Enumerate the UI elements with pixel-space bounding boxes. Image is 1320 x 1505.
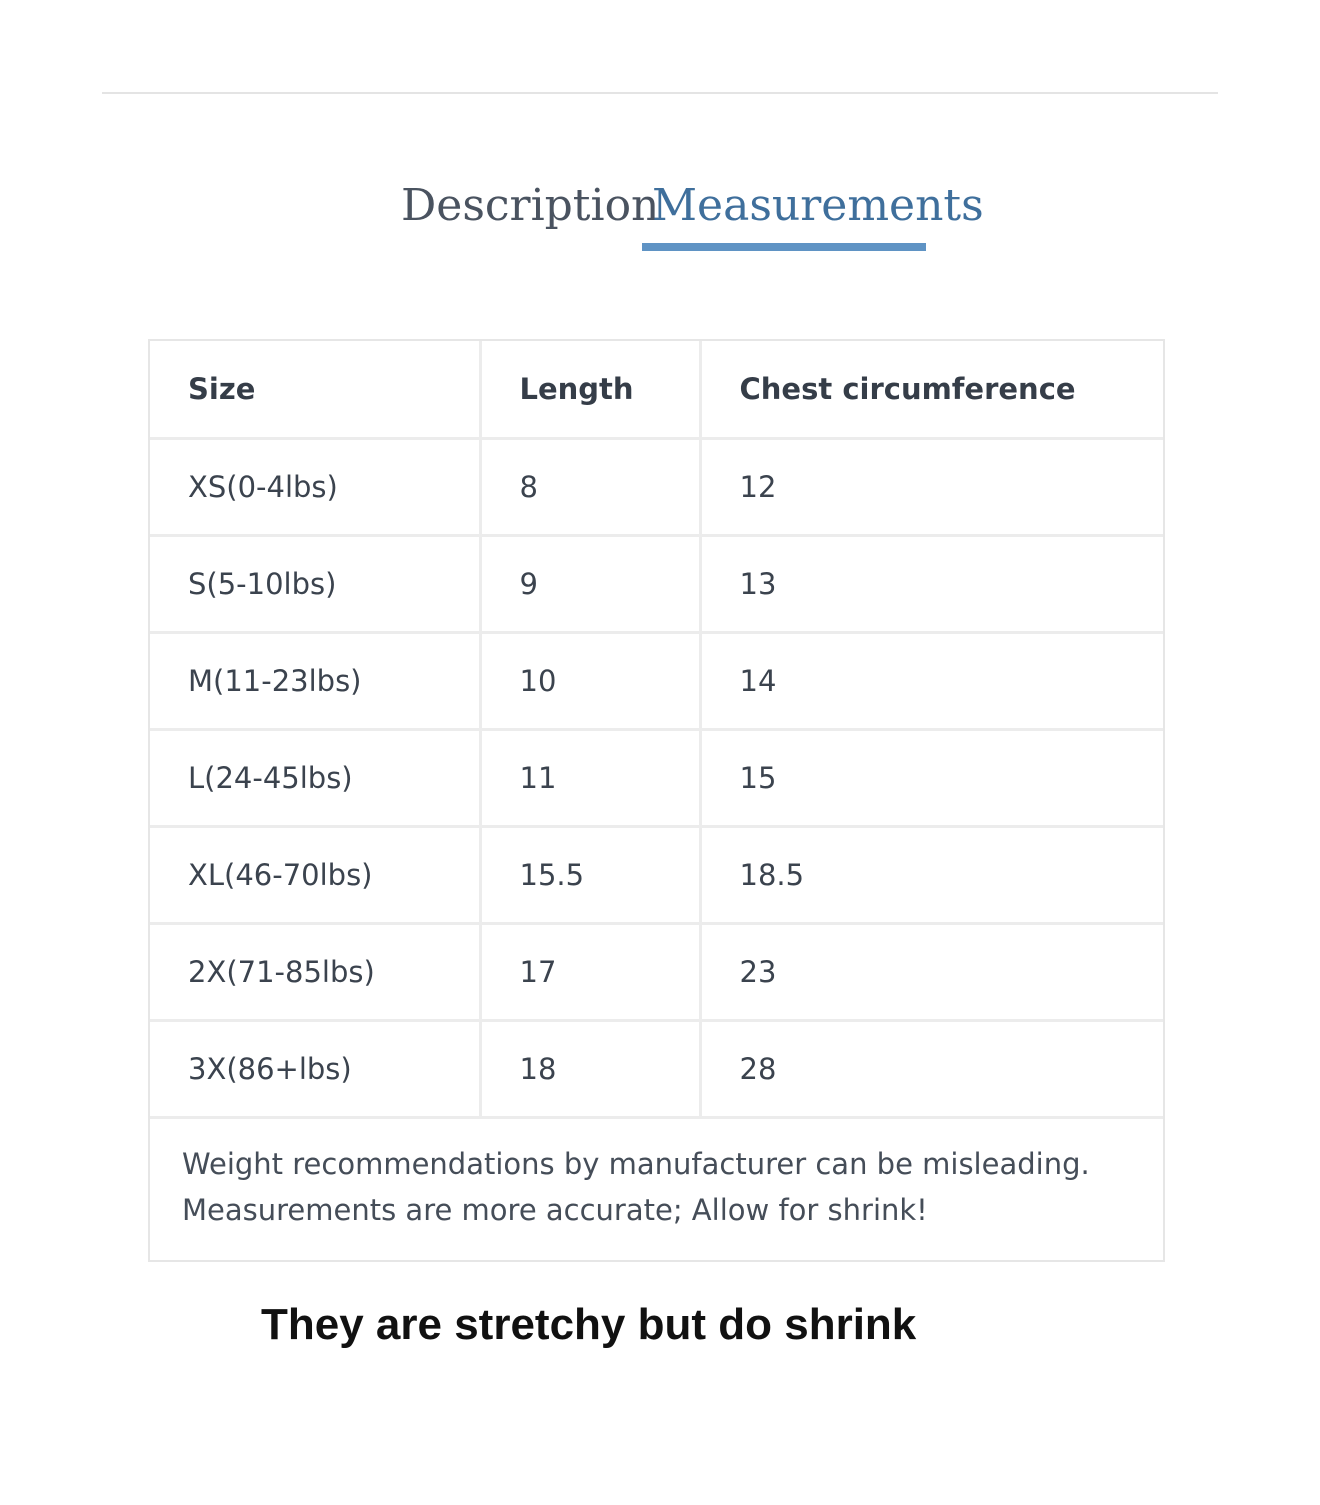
header-length: Length bbox=[480, 341, 700, 438]
size-note bbox=[150, 1119, 1163, 1233]
cell-size: S(5-10lbs) bbox=[150, 535, 480, 632]
shrink-notice: They are stretchy but do shrink bbox=[261, 1300, 917, 1349]
cell-chest: 23 bbox=[700, 923, 1163, 1020]
table-row bbox=[150, 729, 1163, 826]
cell-length: 10 bbox=[480, 632, 700, 729]
tab-measurements[interactable]: Measurements bbox=[652, 180, 984, 231]
cell-size: XL(46-70lbs) bbox=[150, 826, 480, 923]
cell-length: 9 bbox=[480, 535, 700, 632]
cell-length: 11 bbox=[480, 729, 700, 826]
cell-chest: 18.5 bbox=[700, 826, 1163, 923]
cell-size: XS(0-4lbs) bbox=[150, 438, 480, 535]
table-row bbox=[150, 826, 1163, 923]
cell-chest: 12 bbox=[700, 438, 1163, 535]
cell-length: 15.5 bbox=[480, 826, 700, 923]
size-table bbox=[150, 341, 1163, 1119]
tab-description[interactable]: Description bbox=[401, 180, 660, 231]
cell-size: L(24-45lbs) bbox=[150, 729, 480, 826]
table-row bbox=[150, 535, 1163, 632]
cell-chest: 15 bbox=[700, 729, 1163, 826]
top-divider bbox=[102, 92, 1218, 94]
table-row bbox=[150, 1020, 1163, 1117]
cell-size: M(11-23lbs) bbox=[150, 632, 480, 729]
cell-chest: 28 bbox=[700, 1020, 1163, 1117]
cell-size: 2X(71-85lbs) bbox=[150, 923, 480, 1020]
cell-chest: 14 bbox=[700, 632, 1163, 729]
size-chart bbox=[148, 339, 1165, 1262]
header-size: Size bbox=[150, 341, 480, 438]
active-tab-indicator bbox=[642, 243, 926, 251]
header-chest: Chest circumference bbox=[700, 341, 1163, 438]
cell-length: 18 bbox=[480, 1020, 700, 1117]
note-line-2: Measurements are more accurate; Allow for shrink! bbox=[182, 1192, 928, 1227]
cell-length: 17 bbox=[480, 923, 700, 1020]
cell-chest: 13 bbox=[700, 535, 1163, 632]
cell-length: 8 bbox=[480, 438, 700, 535]
table-row bbox=[150, 438, 1163, 535]
cell-size: 3X(86+lbs) bbox=[150, 1020, 480, 1117]
note-line-1: Weight recommendations by manufacturer can be misleading. bbox=[182, 1146, 1090, 1181]
table-header-row bbox=[150, 341, 1163, 438]
table-row bbox=[150, 923, 1163, 1020]
table-row bbox=[150, 632, 1163, 729]
